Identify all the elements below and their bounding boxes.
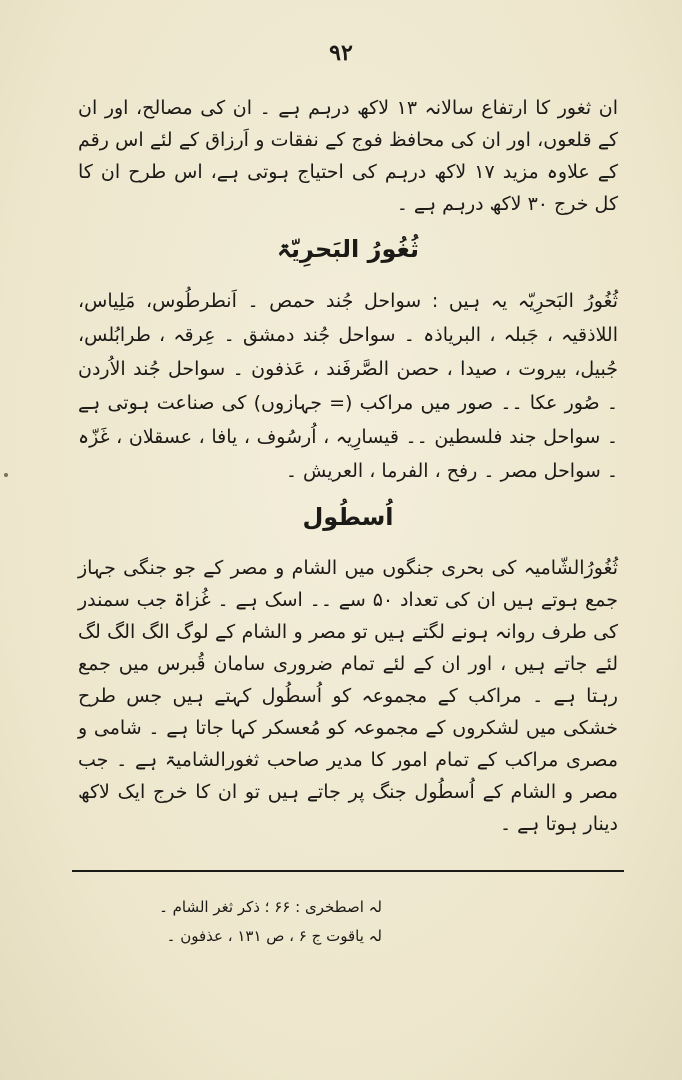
footnotes [82, 893, 382, 951]
paragraph-naval-frontiers: ثُغُورُ البَحرِیّہ یہ ہیں : سواحل جُند حمص ۔ اَنطرطُوس، مَلِیاس، اللاذقیہ ، جَبلہ ، البریاذہ ۔ سواحل جُند دمشق ۔ عِرقہ ، طرابُلس، جُبیل، بیروت ، صیدا ، حصن الصَّرفَند ، عَذفون ۔ سواحل جُند الاُردن ۔ صُور عکا ۔۔ صور میں مراکب (= جہازوں) کی صناعت ہوتی ہے ۔ سواحل جند فلسطین ۔۔ قیسارِیہ ، اُرسُوف ، یافا ، عسقلان ، غَزّہ ۔ سواحل مصر ۔ رفح ، الفرما ، العریش ۔ [78, 290, 618, 482]
section-heading-naval-frontiers: ثُغُورُ البَحرِيّۃ [276, 235, 420, 263]
section-heading-fleet: اُسطُول [302, 503, 394, 531]
footnote-1: لہ اصطخری : ۶۶ ؛ ذکر ثغر الشام ۔ [159, 898, 382, 916]
paragraph-fleet: ثُغُورُالشّامیہ کی بحری جنگوں میں الشام و مصر کے جو جنگی جہاز جمع ہوتے ہیں ان کی تعداد ۵۰ سے ۔۔ اسک ہے ۔ غُزاۃ جب سمندر کی طرف روانہ ہونے لگتے ہیں تو مصر و الشام کے لوگ الگ الگ لگ لئے جاتے ہیں ، اور ان کے لئے تمام ضروری سامان قُبرس میں جمع رہتا ہے ۔ مراکب کے مجموعہ کو اُسطُول کہتے ہیں جس طرح خشکی میں لشکروں کے مجموعہ کو مُعسکر کہا جاتا ہے ۔ شامی و مصری مراکب کے تمام امور کا مدیر صاحب ثغورالشامیۃ ہے ۔ جب مصر و الشام کے اُسطُول جنگ پر جاتے ہیں تو ان کا خرج ایک لاکھ دینار ہوتا ہے ۔ [78, 557, 618, 835]
page-body [78, 92, 618, 840]
footnote-2: لہ یاقوت ج ۶ ، ص ۱۳۱ ، عذفون ۔ [166, 927, 382, 945]
footnote-divider [72, 870, 624, 872]
page-number: ٩٢ [329, 40, 353, 66]
margin-mark [4, 473, 8, 477]
paragraph-revenue: ان ثغور کا ارتفاع سالانہ ۱۳ لاکھ درہم ہے ۔ ان کی مصالح، اور ان کے قلعوں، اور ان کی محافظ فوج کے نفقات و اَرزاق کے لئے اس رقم کے علاوہ مزید ۱۷ لاکھ درہم کی احتیاج ہوتی ہے، اس طرح ان کا کل خرج ۳۰ لاکھ درہم ہے ۔ [78, 97, 619, 215]
